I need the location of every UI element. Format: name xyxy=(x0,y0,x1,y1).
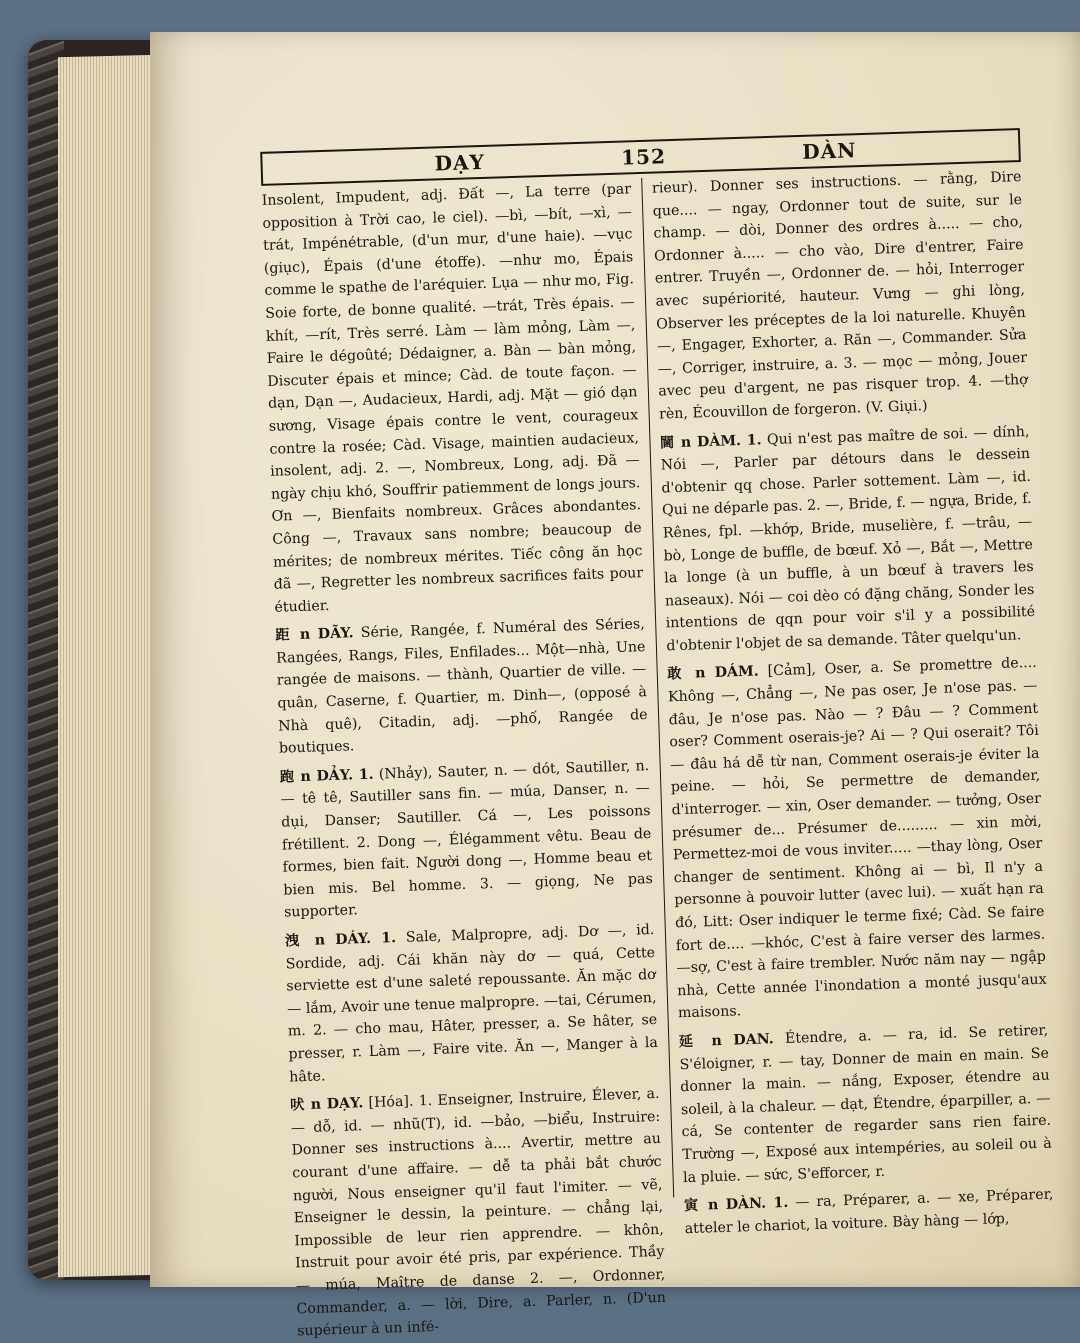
dictionary-entry xyxy=(290,1083,667,1343)
entry-headword: 寅 n DÀN. 1. xyxy=(683,1194,789,1215)
dictionary-entry xyxy=(285,919,659,1089)
two-columns xyxy=(261,166,1054,1340)
left-column xyxy=(261,178,672,1340)
dictionary-entry xyxy=(280,755,654,925)
entry-text: Étendre, a. — ra, id. Se retirer, S'éloigner, r. — tay, Donner de main en main. Se donner la main. — nắng, Exposer, étendre au soleil, à la chaleur. — dạt, Étendre, éparpiller, a. — cá, Se contenter de regarder sans rien faire. Trường —, Exposé aux intempéries, au soleil ou à la pluie. — sức, S'efforcer, r. xyxy=(679,1022,1052,1186)
header-right-word: DÀN xyxy=(801,138,857,164)
entry-text: [Cảm], Oser, a. Se promettre de.... Không —, Chẳng —, Ne pas oser, Je n'ose pas. — đâu, Je n'ose pas. Nào — ? Đâu — ? Comment oser? Comment oserais-je? Ai — ? Qui oserait? Tôi — đâu há dễ từ nan, Comment oserais-je éviter la peine. — hỏi, Se permettre de demander, d'interroger. — xin, Oser demander. — tưởng, Oser présumer de... Présumer de......... — xin mời, Permettez-moi de vous inviter..... —thay lòng, Oser changer de sentiment. Không ai — bì, Il n'y a personne à pouvoir lutter (avec lui). — xuất hạn ra đó, Litt: Oser indiquer le terme fixé; Càd. Se faire fort de.... —khóc, C'est à faire verser des larmes. —sợ, C'est à faire trembler. Nước năm nay — ngập nhà, Cette année l'inondation a monté jusqu'aux maisons. xyxy=(667,655,1047,1022)
dictionary-entry xyxy=(275,613,649,760)
entry-headword: 距 n DÃY. xyxy=(275,625,354,644)
entry-text: Sale, Malpropre, adj. Dơ —, id. Sordide, adj. Cái khăn này dơ — quá, Cette serviette est d'une saleté repoussante. Ăn mặc dơ — lắm, Avoir une tenue malpropre. —tai, Cérumen, m. 2. — cho mau, Hâter, presser, a. Se hâter, se presser, r. Làm —, Faire vite. Ăn —, Manger à la hâte. xyxy=(285,921,659,1086)
book-page xyxy=(150,32,1080,1340)
entry-headword: 敢 n DÁM. xyxy=(667,664,759,683)
entry-headword: 閫 n DÀM. 1. xyxy=(659,431,762,452)
entry-headword: 洩 n DÁY. 1. xyxy=(284,930,397,950)
entry-text: Insolent, Impudent, adj. Đất —, La terre (par opposition à Trời cao, le ciel). —bì, —bít, —xì, — trát, Impénétrable, (d'un mur, d'une haie). —vục (giục), Épais (d'une étoffe). —như mo, Épais comme le spathe de l'aréquier. Lụa — như mo, Fig. Soie forte, de bonne qualité. —trát, Très épais. —khít, —rít, Très serré. Làm — làm mỏng, Làm —, Faire le dégoûté; Dédaigner, a. Bàn — bàn mỏng, Discuter épais et mince; Càd. de toute façon. — dạn, Dạn —, Audacieux, Hardi, adj. Mặt — gió dạn sương, Visage épais contre le vent, courageux contre la rosée; Càd. Visage, maintien audacieux, insolent, adj. 2. —, Nombreux, Long, adj. Đã — ngày chịu khó, Souffrir patiemment de longs jours. Ơn —, Bienfaits nombreux. Grâces abondantes. Công —, Travaux sans nombre; beaucoup de mérites; de nombreux mérites. Tiếc công ăn học đã —, Regretter les nombreux sacrifices faits pour étudier. xyxy=(261,181,644,616)
header-left-word: DẠY xyxy=(434,149,486,176)
entry-text: (Nhảy), Sauter, n. — dót, Sautiller, n. — tê tê, Sautiller sans fin. — múa, Danser, n. — dụi, Danser; Sautiller. Cá —, Les poissons frétillent. 2. Dong —, Élégamment vêtu. Beau de formes, bien fait. Người dong —, Homme beau et bien mis. Bel homme. 3. — giọng, Ne pas supporter. xyxy=(280,757,653,921)
entry-text: Série, Rangée, f. Numéral des Séries, Rangées, Rangs, Files, Enfilades... Một—nhà, Une rangée de maisons. — thành, Quartier de ville. —quân, Caserne, f. Quartier, m. Dinh—, (opposé à Nhà quê), Citadin, adj. —phố, Rangée de boutiques. xyxy=(275,616,648,757)
entry-headword: 吠 n DẠY. xyxy=(289,1095,364,1114)
entry-text: — ra, Préparer, a. — xe, Préparer, atteler le chariot, la voiture. Bày hàng — lớp, xyxy=(684,1186,1054,1237)
page-text-block xyxy=(260,128,1054,1340)
dictionary-entry xyxy=(652,166,1029,426)
dictionary-entry xyxy=(667,652,1048,1025)
entry-text: [Hóa]. 1. Enseigner, Instruire, Élever, a. — dỗ, id. — nhũ(T), id. —bảo, —biểu, Instruire: Donner ses instructions à.... Avertir, mettre au courant d'une affaire. — dễ ta phải bắt chước người, Nous enseigner qu'il faut l'imiter. — vẽ, Enseigner le dessin, la peinture. — chẳng lại, Impossible de leur rien apprendre. — khôn, Instruit pour avoir été pris, par expérience. Thầy — múa, Maître de danse 2. —, Ordonner, Commander, a. — lời, Dire, a. Parler, n. (D'un supérieur à un infé- xyxy=(290,1086,667,1340)
entry-headword: 跑 n DẢY. 1. xyxy=(279,766,374,786)
page-edges xyxy=(58,55,158,1278)
entry-headword: 延 n DAN. xyxy=(678,1031,774,1051)
dictionary-entry xyxy=(261,178,644,619)
dictionary-entry xyxy=(684,1184,1055,1241)
entry-text: Qui n'est pas maître de soi. — dính, Nói —, Parler par détours dans le dessein d'obtenir qq chose. Parler sottement. Làm —, id. Qui ne déparle pas. 2. —, Bride, f. — ngựa, Bride, f. Rênes, fpl. —khớp, Bride, muselière, f. —trâu, —bò, Longe de buffle, de bœuf. Xỏ —, Bắt —, Mettre la longe (à un buffle, à un bœuf à travers les naseaux). Nói — coi dèo có đặng chăng, Sonder les intentions de qqn pour voir s'il y a possibilité d'obtenir l'objet de sa demande. Tâter quelqu'un. xyxy=(660,423,1036,655)
entry-text: rieur). Donner ses instructions. — rằng, Dire que.... — ngay, Ordonner tout de suite, sur le champ. — dòi, Donner des ordres à..... — cho, Ordonner à..... — cho vào, Dire d'entrer, Faire entrer. Truyền —, Ordonner de. — hỏi, Interroger avec supériorité, hauteur. Vưng — ghi lòng, Observer les préceptes de la loi naturelle. Khuyên —, Engager, Exhorter, a. Răn —, Commander. Sửa —, Corriger, instruire, a. 3. — mọc — mỏng, Jouer avec peu d'argent, ne pas risquer trop. 4. —thợ rèn, Écouvillon de forgeron. (V. Giụi.) xyxy=(651,169,1028,423)
right-column xyxy=(641,166,1054,1237)
page-number: 152 xyxy=(620,144,667,170)
dictionary-entry xyxy=(679,1020,1053,1190)
dictionary-entry xyxy=(660,420,1036,657)
